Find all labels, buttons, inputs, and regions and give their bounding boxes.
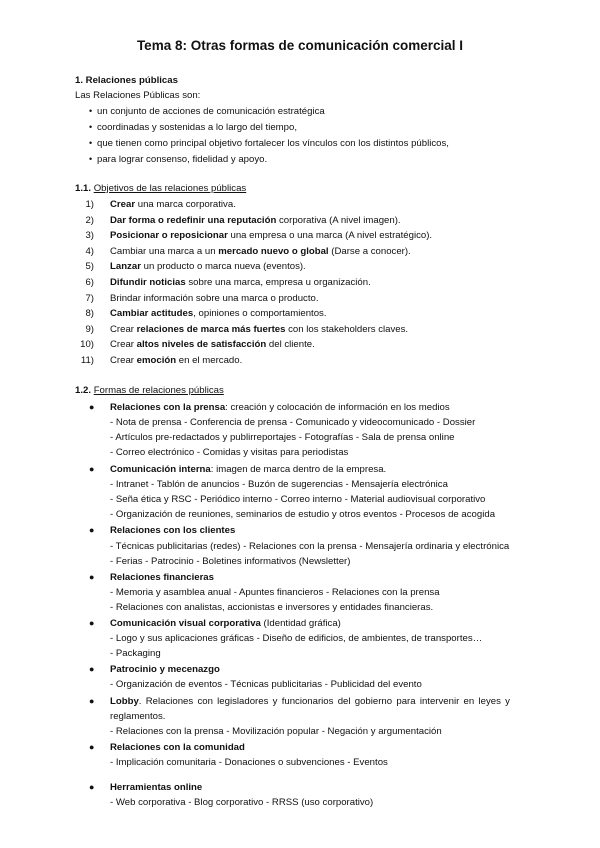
sub-line: - Implicación comunitaria - Donaciones o subvenciones - Eventos <box>110 757 388 768</box>
objective-text: una marca corporativa. <box>135 199 236 210</box>
sub-line: - Organización de reuniones, seminarios de estudio y otros eventos - Procesos de acogida <box>110 509 496 520</box>
objective-text: , opiniones o comportamientos. <box>193 308 327 320</box>
form-desc: : imagen de marca dentro de la empresa. <box>210 464 387 475</box>
sub-line: - Packaging <box>110 648 161 659</box>
bullet-icon: • <box>89 138 93 148</box>
objective-text: Cambiar actitudes <box>110 308 194 320</box>
bullet-icon: ● <box>89 782 95 792</box>
section-1-intro: Las Relaciones Públicas son: <box>75 90 201 101</box>
form-interna <box>110 464 386 476</box>
form-visual <box>110 618 341 630</box>
section-1-2-heading <box>75 385 224 397</box>
section-1-heading: 1. Relaciones públicas <box>75 75 178 86</box>
objective-text: altos niveles de satisfacción <box>136 339 267 351</box>
objective-item <box>110 199 236 211</box>
form-desc: : creación y colocación de información en los medios <box>225 402 450 413</box>
objective-text: corporativa (A nivel imagen). <box>276 214 401 226</box>
form-title: Relaciones con la prensa <box>110 402 226 413</box>
objective-text: Brindar información sobre una marca o producto. <box>110 292 319 304</box>
sub-line: - Técnicas publicitarias (redes) - Relaciones con la prensa - Mensajería ordinaria y electrónica <box>110 541 510 552</box>
bullet-icon: ● <box>89 464 95 474</box>
objective-text: Crear <box>110 199 136 210</box>
form-title: Lobby <box>110 696 139 707</box>
objective-number: 6) <box>85 277 94 288</box>
bullet-icon: ● <box>89 696 95 706</box>
objective-text: con los stakeholders claves. <box>285 323 409 335</box>
sub-line: - Memoria y asamblea anual - Apuntes financieros - Relaciones con la prensa <box>110 587 440 598</box>
objective-text: una empresa o una marca (A nivel estratégico). <box>227 230 433 242</box>
section-1-1-heading <box>75 183 246 195</box>
form-prensa <box>110 402 450 414</box>
bullet-icon: • <box>89 106 93 116</box>
objective-item <box>110 230 432 242</box>
objective-item <box>110 355 242 367</box>
objective-number: 2) <box>85 214 94 226</box>
objective-text: un producto o marca nueva (eventos). <box>140 261 306 273</box>
bullet-icon: • <box>89 154 93 164</box>
sub-line: - Relaciones con la prensa - Movilización popular - Negación y argumentación <box>110 726 442 737</box>
objective-item <box>110 324 408 336</box>
bullet-icon: ● <box>89 742 95 752</box>
form-comunidad: Relaciones con la comunidad <box>110 742 245 753</box>
sub-line: - Seña ética y RSC - Periódico interno - Correo interno - Material audiovisual corporativo <box>110 494 486 505</box>
objective-text: Posicionar o reposicionar <box>110 230 228 242</box>
sub-line: - Correo electrónico - Comidas y visitas para periodistas <box>110 447 349 458</box>
form-desc: (Identidad gráfica) <box>260 618 341 629</box>
bullet-icon: ● <box>89 664 95 674</box>
form-financieras: Relaciones financieras <box>110 572 214 583</box>
form-desc-continued: reglamentos. <box>110 711 166 722</box>
objective-text: (Darse a conocer). <box>328 245 411 257</box>
objective-text: Dar forma o redefinir una reputación <box>110 214 277 226</box>
objective-item <box>110 246 411 258</box>
sub-line: - Ferias - Patrocinio - Boletines informativos (Newsletter) <box>110 556 351 567</box>
objective-number: 7) <box>85 292 94 304</box>
objective-text: Lanzar <box>110 261 141 273</box>
objective-item <box>110 215 401 227</box>
form-lobby <box>110 696 510 708</box>
objective-item <box>110 339 315 351</box>
objective-item <box>110 308 327 320</box>
section-number: 1.1. <box>75 183 92 194</box>
section-title: Formas de relaciones públicas <box>93 385 224 396</box>
bullet-icon: ● <box>89 618 95 628</box>
list-item: para lograr consenso, fidelidad y apoyo. <box>97 154 268 165</box>
objective-text: sobre una marca, empresa u organización. <box>185 277 371 288</box>
bullet-icon: ● <box>89 572 95 582</box>
sub-line: - Organización de eventos - Técnicas publicitarias - Publicidad del evento <box>110 679 422 690</box>
objective-item <box>110 293 319 305</box>
objective-number: 8) <box>85 308 94 320</box>
form-title: Comunicación visual corporativa <box>110 618 261 629</box>
sub-line: - Nota de prensa - Conferencia de prensa - Comunicado y videocomunicado - Dossier <box>110 417 476 428</box>
objective-number: 5) <box>85 261 94 273</box>
bullet-icon: ● <box>89 525 95 535</box>
sub-line: - Intranet - Tablón de anuncios - Buzón de sugerencias - Mensajería electrónica <box>110 479 448 490</box>
objective-number: 4) <box>85 245 94 257</box>
form-online: Herramientas online <box>110 782 203 793</box>
objective-number: 1) <box>85 199 94 210</box>
bullet-icon: ● <box>89 402 95 412</box>
objective-text: del cliente. <box>266 339 315 351</box>
sub-line: - Web corporativa - Blog corporativo - RRSS (uso corporativo) <box>110 797 374 808</box>
form-patrocinio: Patrocinio y mecenazgo <box>110 664 220 675</box>
objective-number: 3) <box>85 230 94 242</box>
objective-item <box>110 277 371 289</box>
objective-text: mercado nuevo o global <box>218 245 329 257</box>
sub-line: - Relaciones con analistas, accionistas e inversores y entidades financieras. <box>110 602 434 613</box>
form-clientes: Relaciones con los clientes <box>110 525 236 536</box>
objective-item <box>110 261 306 273</box>
objective-text: relaciones de marca más fuertes <box>136 323 286 335</box>
list-item: un conjunto de acciones de comunicación estratégica <box>97 106 325 117</box>
sub-line: - Artículos pre-redactados y publirreportajes - Fotografías - Sala de prensa online <box>110 432 455 443</box>
list-item: que tienen como principal objetivo fortalecer los vínculos con los distintos públicos, <box>97 138 449 149</box>
objective-text: Crear <box>110 323 137 335</box>
section-number: 1.2. <box>75 385 92 396</box>
page-title: Tema 8: Otras formas de comunicación comercial I <box>136 38 464 53</box>
list-item: coordinadas y sostenidas a lo largo del tiempo, <box>97 122 297 133</box>
sub-line: - Logo y sus aplicaciones gráficas - Diseño de edificios, de ambientes, de transportes… <box>110 633 483 644</box>
objective-number: 11) <box>80 355 94 366</box>
objective-number: 9) <box>85 323 94 335</box>
objective-text: emoción <box>136 355 177 366</box>
form-desc: . Relaciones con legisladores y funcionarios del gobierno para intervenir en leyes y <box>138 696 510 707</box>
form-title: Comunicación interna <box>110 464 211 475</box>
bullet-icon: • <box>89 122 93 132</box>
objective-text: Crear <box>110 339 137 351</box>
objective-text: en el mercado. <box>176 355 243 366</box>
objective-text: Difundir noticias <box>110 277 186 288</box>
section-title: Objetivos de las relaciones públicas <box>93 183 247 194</box>
objective-number: 10) <box>80 339 94 351</box>
objective-text: Cambiar una marca a un <box>110 245 219 257</box>
objective-text: Crear <box>110 355 137 366</box>
